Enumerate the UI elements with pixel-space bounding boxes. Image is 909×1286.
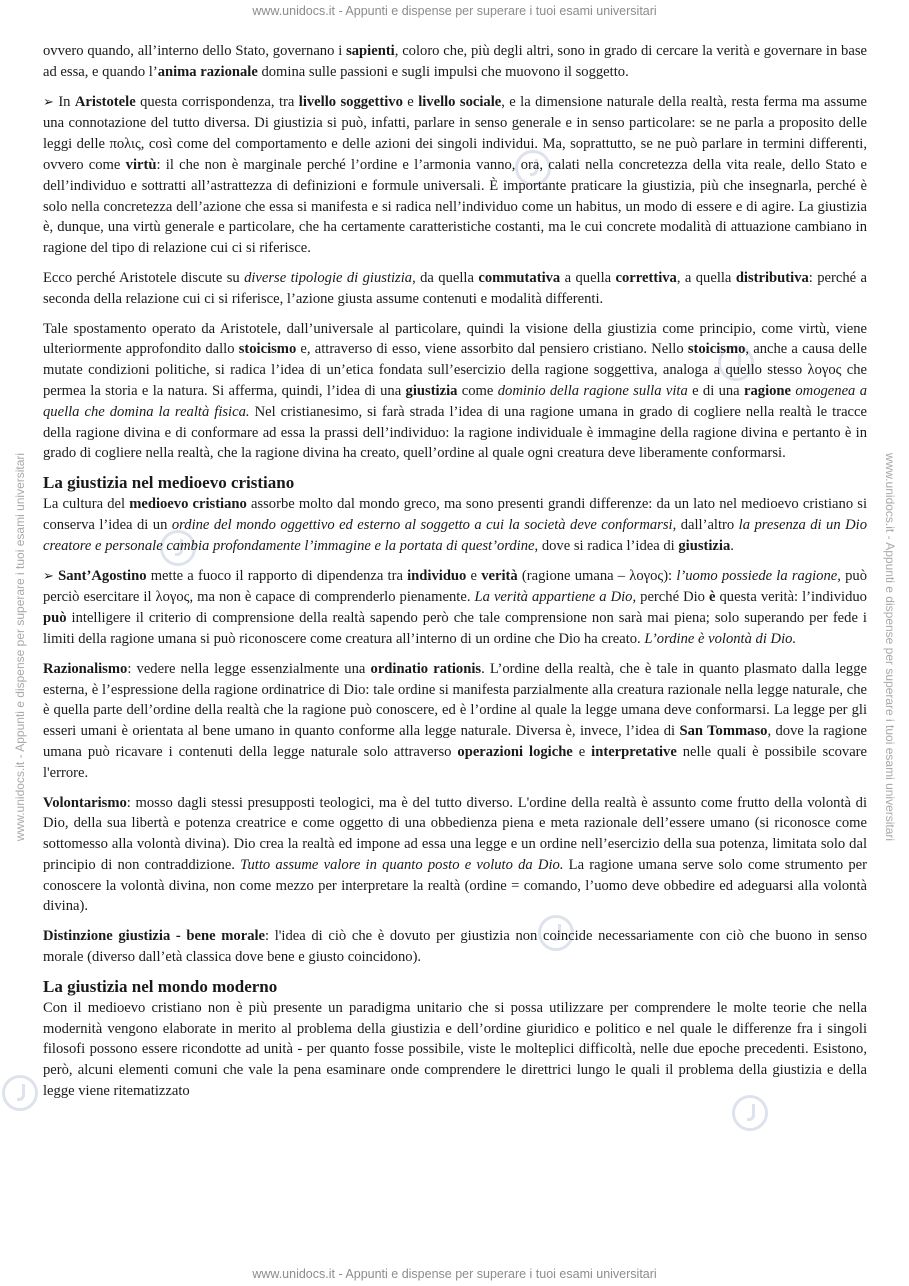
paragraph-distinzione: Distinzione giustizia - bene morale: l'idea di ciò che è dovuto per giustizia non coincide necessariamente con ciò che buono in senso morale (diverso dall’età classica dove bene e giusto coincidono). <box>43 928 867 966</box>
section-heading: La giustizia nel mondo moderno <box>43 976 278 996</box>
paragraph-aristotele: ➢ In Aristotele questa corrispondenza, tra livello soggettivo e livello sociale, e la dimensione naturale della realtà, resta ferma ma assume una connotazione del tutto diversa. Di giustizia si può, infatti, parlare in senso generale e in senso particolare: se ne parla a proposito delle leggi delle πολις, così come del comportamento e delle azioni dei singoli individui. Ma, soprattutto, se ne può parlare in termini differenti, ovvero come virtù: il che non è marginale perché l’ordine e l’armonia vanno, ora, calati nella concretezza della vita reale, dello Stato e dell’individuo e sottratti all’astrattezza di definizioni e formule universali. È importante praticare la giustizia, più che insegnarla, perché è solo nella concretezza dell’azione che essa si manifesta e si radica nell’individuo come un habitus, un modo di essere e di agire. La giustizia è, dunque, una virtù generale e particolare, che ha certamente caratteristiche costanti, ma le cui concrete modalità di attuazione cambiano in ragione del tipo di relazione cui ci si riferisce. <box>43 93 868 257</box>
paragraph: Ecco perché Aristotele discute su diverse tipologie di giustizia, da quella commutativa a quella correttiva, a quella distributiva: perché a seconda della relazione cui ci si riferisce, l’azione giusta assume contenuti e modalità differenti. <box>43 269 867 307</box>
paragraph-razionalismo: Razionalismo: vedere nella legge essenzialmente una ordinatio rationis. L’ordine della realtà, che è tale in quanto plasmato dalla legge esterna, è l’espressione della ragione ordinatrice di Dio: tale ordine si manifesta parzialmente alla creatura razionale nella legge naturale, che è quella parte dell’ordine della realtà che la ragione può conoscere, ed è l’ordine al quale la legge umana deve conformarsi. La legge per gli esseri umani è orientata al bene umano in quanto conforme alla legge naturale. Diversa è, invece, l’idea di San Tommaso, dove la ragione umana può ricavare i contenuti della legge naturale solo attraverso operazioni logiche e interpretative nelle quali è possibile scovare l'errore. <box>43 660 868 781</box>
document-body <box>43 41 867 1111</box>
footer-watermark: www.unidocs.it - Appunti e dispense per superare i tuoi esami universitari <box>252 1267 657 1281</box>
left-side-watermark: www.unidocs.it - Appunti e dispense per superare i tuoi esami universitari <box>13 452 27 842</box>
paragraph-volontarismo: Volontarismo: mosso dagli stessi presupposti teologici, ma è del tutto diverso. L'ordine della realtà è assunto come frutto della volontà di Dio, della sua libertà e potenza creatrice e come oggetto di una obbedienza piena e meta razionale dell’essere umano (si riconosce come sottomesso alla volontà divina). Dio crea la realtà ed impone ad essa una legge e un ordine nell’esercizio della sua potenza, limitata solo dal principio di non contraddizione. Tutto assume valore in quanto posto e voluto da Dio. La ragione umana serve solo come strumento per conoscere la volontà divina, non come mezzo per interpretare la realtà (ordine = comando, l’uomo deve obbedire ed adeguarsi alla volontà divina). <box>43 794 867 915</box>
paragraph: ovvero quando, all’interno dello Stato, governano i sapienti, coloro che, più degli altri, sono in grado di cercare la verità e governare in base ad essa, e quando l’anima razionale domina sulle passioni e sugli impulsi che muovono il soggetto. <box>43 43 867 80</box>
arrow-bullet-icon: ➢ <box>43 568 54 584</box>
header-watermark: www.unidocs.it - Appunti e dispense per superare i tuoi esami universitari <box>252 4 657 18</box>
paragraph-agostino: ➢ Sant’Agostino mette a fuoco il rapporto di dipendenza tra individuo e verità (ragione umana – λογος): l’uomo possiede la ragione, può perciò esercitare il λογος, ma non è capace di comprenderlo pienamente. La verità appartiene a Dio, perché Dio è questa verità: l’individuo può intelligere il criterio di comprensione della realtà sapendo però che tale comprensione non sarà mai piena; solo superando per fede i limiti della ragione umana si può riconoscere come creatura all’interno di un ordine che Dio ha creato. L’ordine è volontà di Dio. <box>43 567 867 647</box>
right-side-watermark: www.unidocs.it - Appunti e dispense per superare i tuoi esami universitari <box>883 452 897 842</box>
paragraph: La cultura del medioevo cristiano assorbe molto dal mondo greco, ma sono presenti grandi differenze: da un lato nel medioevo cristiano si conserva l’idea di un ordine del mondo oggettivo ed esterno al soggetto a cui la società deve conformarsi, dall’altro la presenza di un Dio creatore e personale cambia profondamente l’immagine e la portata di quest’ordine, dove si radica l’idea di giustizia. <box>43 496 867 554</box>
section-heading: La giustizia nel medioevo cristiano <box>43 473 295 493</box>
paragraph: Tale spostamento operato da Aristotele, dall’universale al particolare, quindi la visione della giustizia come principio, come virtù, viene ulteriormente approfondito dallo stoicismo e, attraverso di esso, viene assorbito dal pensiero cristiano. Nello stoicismo, anche a causa delle mutate condizioni politiche, si radica l’idea di un’etica fondata sull’esercizio della ragione soggettiva, analoga a quello stesso λογος che permea la storia e la natura. Si afferma, quindi, l’idea di una giustizia come dominio della ragione sulla vita e di una ragione omogenea a quella che domina la realtà fisica. Nel cristianesimo, si farà strada l’idea di una ragione umana in grado di cogliere nella realtà le tracce della ragione divina e di conformare ad essa la prassi dell’individuo: la ragione individuale è immagine della ragione divina e pertanto è in grado di cogliere nella realtà, che la ragione divina ha creato, quell’ordine al quale ogni creatura deve liberamente conformarsi. <box>43 320 868 462</box>
paragraph: Con il medioevo cristiano non è più presente un paradigma unitario che si possa utilizzare per comprendere le molte teorie che nella modernità vengono elaborate in merito al problema della giustizia e dell’ordine giuridico e politico e nel quale le differenze fra i singoli filosofi possono essere ricondotte ad unità - per quanto fosse possibile, viste le molteplici difficoltà, nelle due epoche precedenti. Esistono, però, alcuni elementi comuni che vale la pena esaminare onde comprendere le direttrici lungo le quali il problema della giustizia e della legge viene ritematizzato <box>43 999 867 1100</box>
watermark-logo-icon <box>2 1075 38 1111</box>
arrow-bullet-icon: ➢ <box>43 94 54 110</box>
